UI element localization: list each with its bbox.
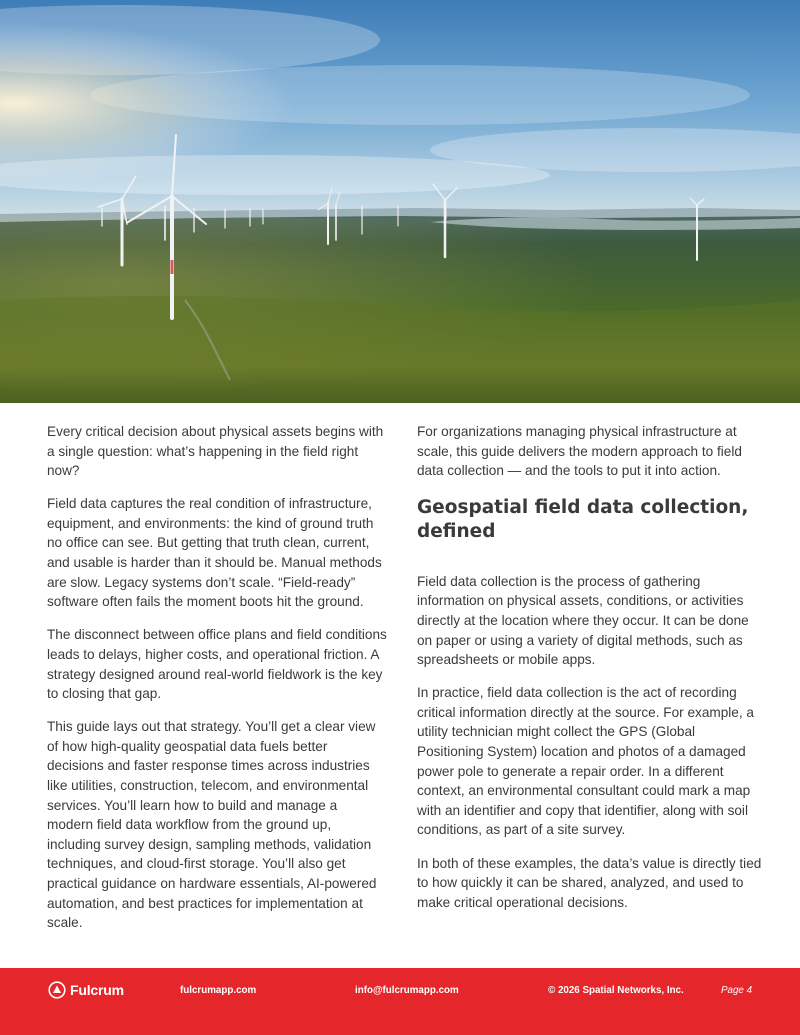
body-paragraph: This guide lays out that strategy. You’ll get a clear view of how high-quality geospatial data fuels better decisions and faster response times across industries like utilities, construction, telecom, and environmental services. You’ll learn how to build and manage a modern field data workflow from the ground up, including survey design, sampling methods, validation techniques, and cloud-first storage. You’ll also get practical guidance on hardware essentials, AI-powered automation, and best practices for implementation at scale.	[47, 719, 377, 931]
section-heading: Geospatial field data collection, defined	[417, 496, 749, 542]
hero-image	[0, 0, 800, 403]
body-paragraph: Field data captures the real condition of infrastructure, equipment, and environments: the kind of ground truth no office can see. But getting that truth clean, current, and usable is harder than it should be. Manual methods are slow. Legacy systems don’t scale. “Field-ready” software often fails the moment boots hit the ground.	[47, 496, 382, 610]
wind-farm-landscape	[0, 0, 800, 403]
copyright-text: © 2026 Spatial Networks, Inc.	[548, 985, 684, 996]
body-paragraph: The disconnect between office plans and field conditions leads to delays, higher costs, and operational friction. A strategy designed around real-world fieldwork is the key to closing that gap.	[47, 627, 387, 702]
brand-logo[interactable]	[48, 981, 124, 999]
website-link[interactable]: fulcrumapp.com	[180, 985, 257, 996]
intro-paragraph: For organizations managing physical infrastructure at scale, this guide delivers the modern approach to field data collection — and the tools to put it into action.	[417, 424, 742, 479]
body-paragraph: Field data collection is the process of gathering information on physical assets, conditions, or activities directly at the location where they occur. It can be done on paper or using a variety of digital methods, such as spreadsheets or mobile apps.	[417, 573, 749, 668]
brand-name: Fulcrum	[70, 982, 124, 998]
right-column	[417, 422, 765, 926]
fulcrum-logo-icon	[48, 981, 66, 999]
page-number: Page 4	[721, 985, 753, 996]
page-footer	[0, 968, 800, 1035]
body-paragraph: Every critical decision about physical assets begins with a single question: what’s happening in the field right now?	[47, 424, 384, 479]
body-paragraph: In practice, field data collection is the act of recording critical information directly at the source. For example, a utility technician might collect the GPS (Global Positioning System) location and photos of a damaged power pole to generate a repair order. In a different context, an environmental consultant could mark a map with an identifier and copy that identifier, along with soil conditions, as part of a site survey.	[417, 685, 754, 838]
left-column	[47, 422, 387, 946]
body-paragraph: In both of these examples, the data’s value is directly tied to how quickly it can be shared, analyzed, and used to make critical operational decisions.	[417, 855, 762, 910]
email-link[interactable]: info@fulcrumapp.com	[355, 985, 459, 996]
